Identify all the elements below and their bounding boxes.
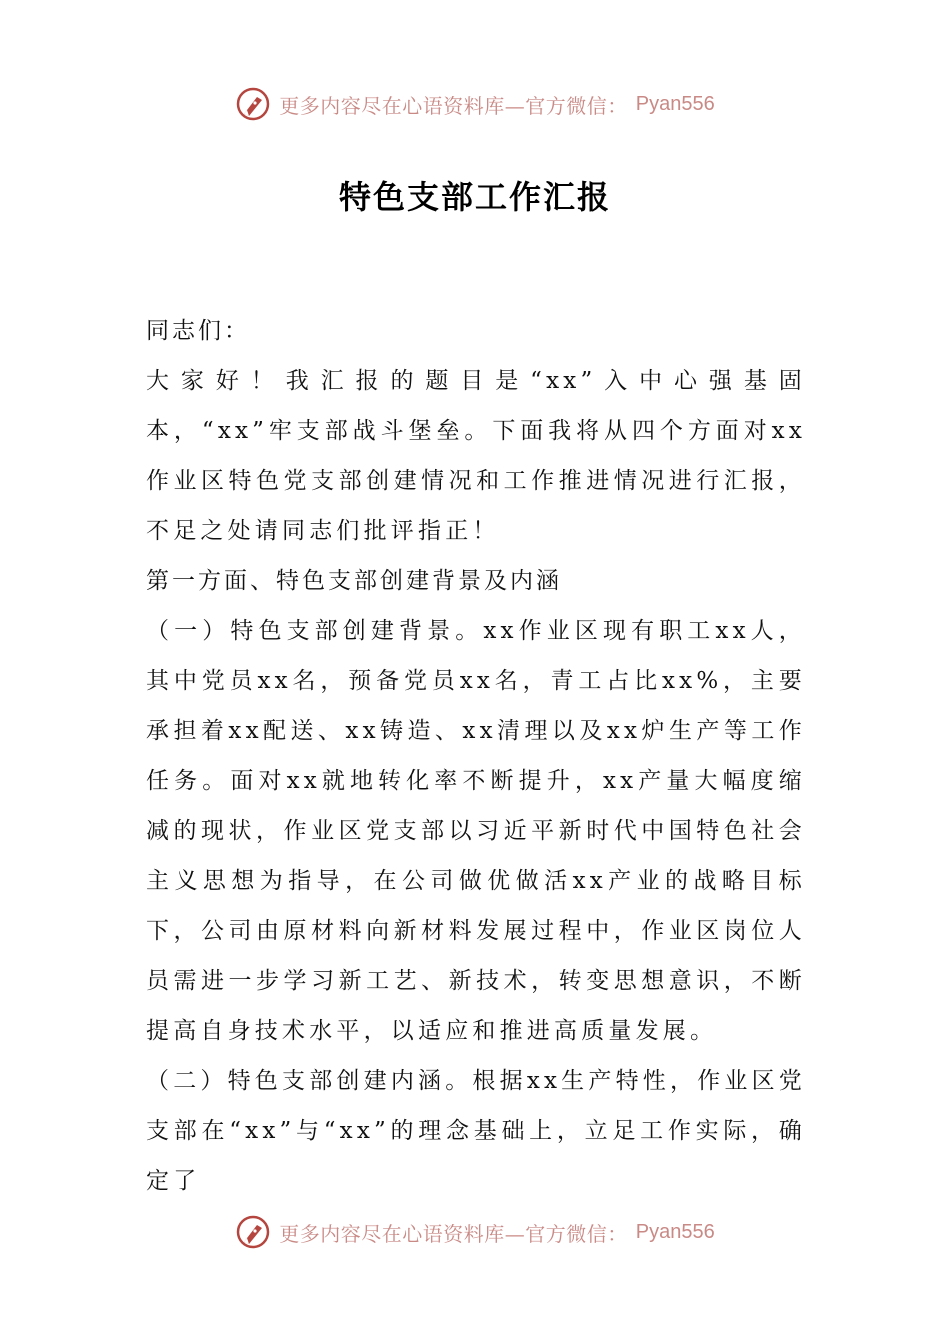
watermark-wechat-id: Pyan556 (635, 1220, 715, 1243)
section-heading: 第一方面、特色支部创建背景及内涵 (146, 568, 562, 594)
paragraph-background: （一）特色支部创建背景。xx作业区现有职工xx人，其中党员xx名，预备党员xx名，青工占比xx%，主要承担着xx配送、xx铸造、xx清理以及xx炉生产等工作任务。面对xx就地转化率不断提升，xx产量大幅度缩减的现状，作业区党支部以习近平新时代中国特色社会主义思想为指导，在公司做优做活xx产业的战略目标下，公司由原材料向新材料发展过程中，作业区岗位人员需进一步学习新工艺、新技术，转变思想意识，不断提高自身技术水平，以适应和推进高质量发展。 (146, 618, 806, 1044)
paragraph-intro: 大家好！我汇报的题目是“xx”入中心强基固本，“xx”牢支部战斗堡垒。下面我将从四个方面对xx作业区特色党支部创建情况和工作推进情况进行汇报，不足之处请同志们批评指正！ (146, 368, 806, 544)
greeting-line: 同志们： (146, 318, 250, 344)
watermark-wechat-id: Pyan556 (635, 92, 715, 115)
pen-nib-logo-icon (235, 86, 271, 122)
paragraph-connotation: （二）特色支部创建内涵。根据xx生产特性，作业区党支部在“xx”与“xx”的理念基础上，立足工作实际，确定了 (146, 1068, 806, 1194)
watermark-text: 更多内容尽在心语资料库—官方微信： (279, 1221, 628, 1246)
document-body (146, 306, 806, 1206)
footer-watermark (0, 1212, 950, 1252)
watermark-text: 更多内容尽在心语资料库—官方微信： (279, 93, 628, 118)
page-title: 特色支部工作汇报 (338, 178, 611, 216)
header-watermark (0, 84, 950, 124)
pen-nib-logo-icon (235, 1214, 271, 1250)
